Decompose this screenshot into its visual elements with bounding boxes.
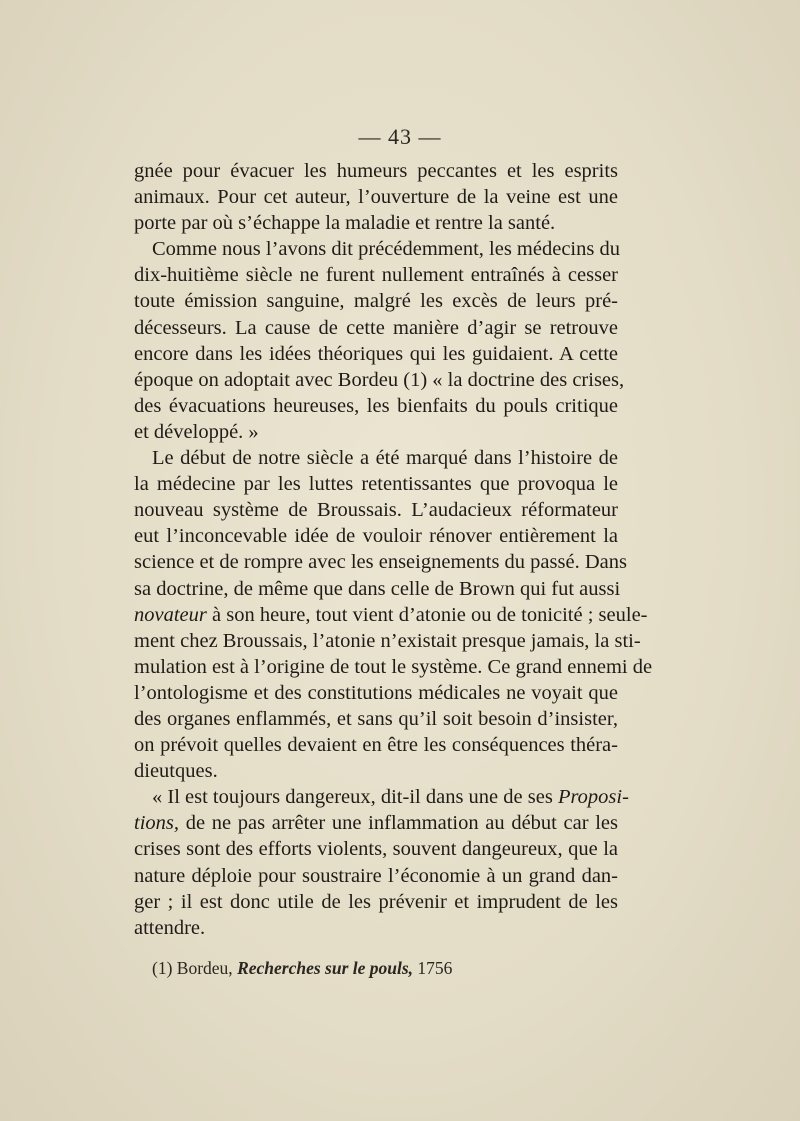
footnote-year: 1756 [417,958,453,978]
text-line: Le début de notre siècle a été marqué dans l’histoire de [152,447,618,470]
text-line-rest: de ne pas arrêter une inflammation au début car les [185,812,619,835]
page-number: — 43 — [358,124,442,149]
text-line: des organes enflammés, et sans qu’il soit besoin d’insister, [134,707,618,730]
text-line: ment chez Broussais, l’atonie n’existait presque jamais, la sti- [134,629,641,652]
text-line: mulation est à l’origine de tout le système. Ce grand ennemi de [134,655,653,678]
text-line: des évacuations heureuses, les bienfaits du pouls critique [134,394,618,417]
text-line: et développé. » [134,420,259,443]
text-line: encore dans les idées théoriques qui les guidaient. A cette [134,342,618,365]
text-line-with-italic [134,784,629,810]
text-line: crises sont des efforts violents, souvent dangeureux, que la [134,838,618,861]
text-line: la médecine par les luttes retentissantes que provoqua le [134,473,618,496]
body-text [134,158,653,941]
text-line: Comme nous l’avons dit précédemment, les médecins du [152,238,620,261]
text-line: science et de rompre avec les enseignements du passé. Dans [134,551,627,574]
text-line: ger ; il est donc utile de les prévenir et imprudent de les [134,890,618,913]
text-line: dieutques. [134,760,218,783]
footnote-title: Recherches sur le pouls, [237,958,414,978]
text-line: l’ontologisme et des constitutions médicales ne voyait que [134,681,618,704]
text-line: sa doctrine, de même que dans celle de Brown qui fut aussi [134,577,621,600]
text-line: attendre. [134,916,206,939]
paragraph-1 [134,158,618,236]
paragraph-4 [134,784,629,941]
italic-word: tions, [134,812,179,835]
footnote-marker: (1) Bordeu, [152,958,233,978]
text-line: on prévoit quelles devaient en être les conséquences théra- [134,734,618,757]
text-line-rest: à son heure, tout vient d’atonie ou de tonicité ; seule- [212,603,648,626]
italic-word: Proposi- [557,786,629,809]
text-line: gnée pour évacuer les humeurs peccantes et les esprits [134,160,618,182]
paragraph-3 [134,445,653,784]
text-line: eut l’inconcevable idée de vouloir rénover entièrement la [134,525,618,548]
text-line-with-italic [134,602,648,628]
italic-word: novateur [134,603,207,626]
text-line: nouveau système de Broussais. L’audacieux réformateur [134,499,618,522]
footnote [152,958,612,979]
text-line-with-italic [134,810,618,836]
text-line: « Il est toujours dangereux, dit-il dans une de ses [152,786,553,809]
text-line: porte par où s’échappe la maladie et rentre la santé. [134,212,556,235]
text-line: toute émission sanguine, malgré les excès de leurs pré- [134,290,618,313]
text-line: décesseurs. La cause de cette manière d’agir se retrouve [134,316,618,339]
paragraph-2 [134,236,625,445]
text-line: animaux. Pour cet auteur, l’ouverture de la veine est une [134,186,618,209]
text-line: époque on adoptait avec Bordeu (1) « la doctrine des crises, [134,368,625,391]
text-line: nature déploie pour soustraire l’économie à un grand dan- [134,864,618,887]
text-line: dix-huitième siècle ne furent nullement entraînés à cesser [134,264,618,287]
